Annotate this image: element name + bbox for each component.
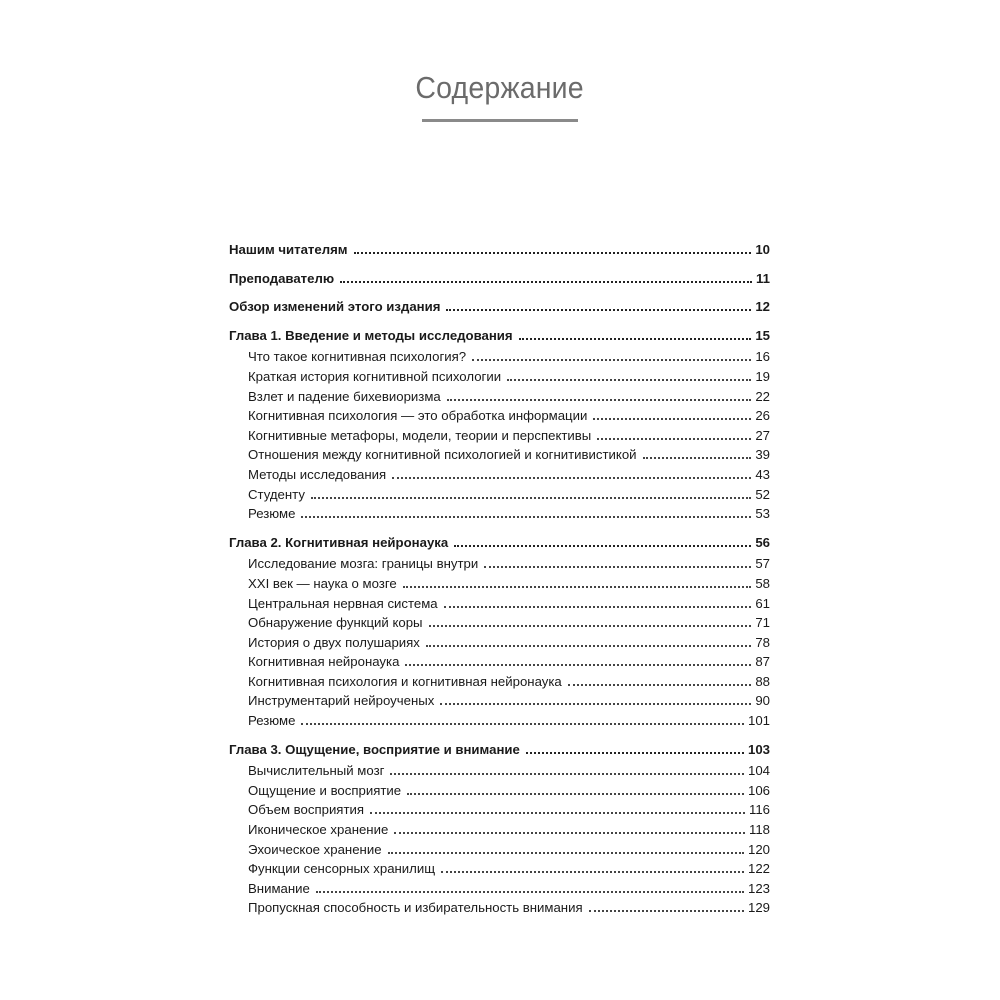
toc-page-number: 101	[747, 713, 770, 729]
dot-leader	[403, 586, 752, 588]
dot-leader	[426, 645, 751, 647]
dot-leader	[519, 338, 752, 340]
toc-entry-label: Преподавателю	[229, 270, 335, 286]
dot-leader	[589, 910, 744, 912]
dot-leader	[311, 497, 751, 499]
toc-page-number: 122	[747, 861, 770, 877]
toc-entry-label: Вычислительный мозг	[248, 763, 385, 779]
toc-subsection-entry[interactable]	[229, 633, 770, 653]
dot-leader	[316, 891, 744, 893]
toc-entry-label: Пропускная способность и избирательность внимания	[248, 900, 583, 916]
toc-entry-label: Резюме	[248, 713, 296, 729]
toc-entry-label: Глава 1. Введение и методы исследования	[229, 327, 513, 343]
dot-leader	[440, 703, 751, 705]
toc-page-number: 16	[755, 349, 770, 365]
toc-page-number: 27	[755, 427, 770, 443]
toc-entry-label: Когнитивная нейронаука	[248, 654, 400, 670]
toc-entry-label: Исследование мозга: границы внутри	[248, 556, 479, 572]
toc-subsection-entry[interactable]	[229, 574, 770, 594]
toc-page-number: 123	[747, 880, 770, 896]
page-title: Содержание	[415, 70, 585, 105]
dot-leader	[454, 545, 751, 547]
dot-leader	[507, 379, 751, 381]
toc-entry-label: Когнитивная психология и когнитивная нейронаука	[248, 673, 562, 689]
toc-page-number: 19	[755, 368, 770, 384]
toc-entry-label: Что такое когнитивная психология?	[248, 349, 467, 365]
dot-leader	[390, 773, 744, 775]
toc-subsection-entry[interactable]	[229, 485, 770, 505]
dot-leader	[472, 359, 751, 361]
toc-subsection-entry[interactable]	[229, 347, 770, 367]
dot-leader	[301, 516, 751, 518]
toc-subsection-entry[interactable]	[229, 820, 770, 840]
toc-subsection-entry[interactable]	[229, 711, 770, 731]
dot-leader	[593, 418, 751, 420]
dot-leader	[441, 871, 744, 873]
toc-page-number: 78	[755, 634, 770, 650]
toc-section-entry[interactable]	[229, 240, 770, 260]
toc-page-number: 87	[755, 654, 770, 670]
toc-entry-label: Краткая история когнитивной психологии	[248, 368, 502, 384]
toc-page-number: 12	[755, 299, 770, 315]
toc-entry-label: Методы исследования	[248, 466, 387, 482]
toc-section	[229, 326, 770, 524]
toc-subsection-entry[interactable]	[229, 504, 770, 524]
toc-section	[229, 297, 770, 317]
toc-page-number: 11	[756, 270, 770, 286]
dot-leader	[405, 664, 751, 666]
toc-subsection-entry[interactable]	[229, 426, 770, 446]
toc-entry-label: Студенту	[248, 486, 305, 502]
toc-section-entry[interactable]	[229, 297, 770, 317]
toc-page-number: 26	[755, 408, 770, 424]
toc-entry-label: Внимание	[248, 880, 310, 896]
toc-entry-label: Обнаружение функций коры	[248, 615, 423, 631]
dot-leader	[407, 793, 744, 795]
toc-entry-label: Взлет и падение бихевиоризма	[248, 388, 441, 404]
toc-subsection-entry[interactable]	[229, 652, 770, 672]
toc-entry-label: Глава 3. Ощущение, восприятие и внимание	[229, 741, 520, 757]
dot-leader	[370, 812, 745, 814]
toc-page-number: 90	[755, 693, 770, 709]
dot-leader	[568, 684, 752, 686]
toc-page-number: 22	[755, 388, 770, 404]
dot-leader	[484, 566, 751, 568]
toc-subsection-entry[interactable]	[229, 761, 770, 781]
toc-entry-label: Обзор изменений этого издания	[229, 299, 441, 315]
toc-page-number: 129	[747, 900, 770, 916]
toc-subsection-entry[interactable]	[229, 465, 770, 485]
toc-subsection-entry[interactable]	[229, 594, 770, 614]
toc-page-number: 61	[755, 595, 770, 611]
toc-page-number: 52	[755, 486, 770, 502]
toc-entry-label: XXI век — наука о мозге	[248, 575, 397, 591]
toc-section	[229, 240, 770, 260]
dot-leader	[526, 752, 744, 754]
toc-page-number: 10	[755, 242, 770, 257]
toc-subsection-entry[interactable]	[229, 898, 770, 918]
toc-page-number: 118	[748, 822, 770, 838]
toc-page-number: 106	[747, 782, 770, 798]
dot-leader	[388, 852, 744, 854]
toc-section-entry[interactable]	[229, 533, 770, 553]
toc-page-number: 88	[755, 673, 770, 689]
dot-leader	[394, 832, 745, 834]
toc-section	[229, 269, 770, 289]
toc-page-number: 103	[747, 741, 770, 757]
toc-entry-label: Отношения между когнитивной психологией и когнитивистикой	[248, 447, 637, 463]
toc-entry-label: Эхоическое хранение	[248, 841, 382, 857]
toc-page-number: 39	[755, 447, 770, 463]
toc-page-number: 15	[755, 327, 770, 343]
toc-page-number: 58	[755, 575, 770, 591]
toc-page-number: 43	[755, 466, 770, 482]
toc-subsection-entry[interactable]	[229, 840, 770, 860]
dot-leader	[354, 252, 752, 254]
toc-subsection-entry[interactable]	[229, 387, 770, 407]
dot-leader	[429, 625, 752, 627]
dot-leader	[643, 457, 752, 459]
dot-leader	[301, 723, 744, 725]
toc-subsection-entry[interactable]	[229, 367, 770, 387]
dot-leader	[446, 309, 751, 311]
toc-section	[229, 533, 770, 731]
toc-page-number: 71	[755, 615, 770, 631]
toc-page-number: 53	[755, 506, 770, 522]
toc-section-entry[interactable]	[229, 269, 770, 289]
toc-entry-label: Инструментарий нейроученых	[248, 693, 435, 709]
dot-leader	[340, 281, 752, 283]
toc-section-entry[interactable]	[229, 326, 770, 346]
toc-page-number: 120	[747, 841, 770, 857]
toc-subsection-entry[interactable]	[229, 859, 770, 879]
dot-leader	[447, 399, 752, 401]
toc-subsection-entry[interactable]	[229, 879, 770, 899]
toc-page-number: 57	[755, 556, 770, 572]
title-underline	[422, 119, 578, 122]
dot-leader	[597, 438, 751, 440]
toc-subsection-entry[interactable]	[229, 554, 770, 574]
toc-entry-label: Когнитивные метафоры, модели, теории и перспективы	[248, 427, 592, 443]
title-container	[0, 66, 1000, 110]
toc-section	[229, 740, 770, 918]
toc-entry-label: Объем восприятия	[248, 802, 364, 818]
toc-entry-label: Центральная нервная система	[248, 595, 438, 611]
toc-entry-label: История о двух полушариях	[248, 634, 420, 650]
toc-subsection-entry[interactable]	[229, 406, 770, 426]
toc-page-number: 56	[755, 534, 770, 550]
dot-leader	[392, 477, 751, 479]
toc-page-number: 104	[747, 763, 770, 779]
toc-entry-label: Когнитивная психология — это обработка информации	[248, 408, 588, 424]
toc-subsection-entry[interactable]	[229, 613, 770, 633]
toc-section-entry[interactable]	[229, 740, 770, 760]
toc-subsection-entry[interactable]	[229, 691, 770, 711]
toc-page-number: 116	[748, 802, 770, 818]
table-of-contents	[229, 240, 770, 927]
toc-entry-label: Ощущение и восприятие	[248, 782, 402, 798]
toc-entry-label: Функции сенсорных хранилищ	[248, 861, 436, 877]
toc-subsection-entry[interactable]	[229, 781, 770, 801]
toc-subsection-entry[interactable]	[229, 672, 770, 692]
toc-entry-label: Иконическое хранение	[248, 822, 389, 838]
toc-entry-label: Глава 2. Когнитивная нейронаука	[229, 534, 449, 550]
toc-entry-label: Резюме	[248, 506, 296, 522]
toc-subsection-entry[interactable]	[229, 800, 770, 820]
dot-leader	[444, 606, 752, 608]
toc-subsection-entry[interactable]	[229, 445, 770, 465]
toc-entry-label: Нашим читателям	[229, 242, 348, 257]
